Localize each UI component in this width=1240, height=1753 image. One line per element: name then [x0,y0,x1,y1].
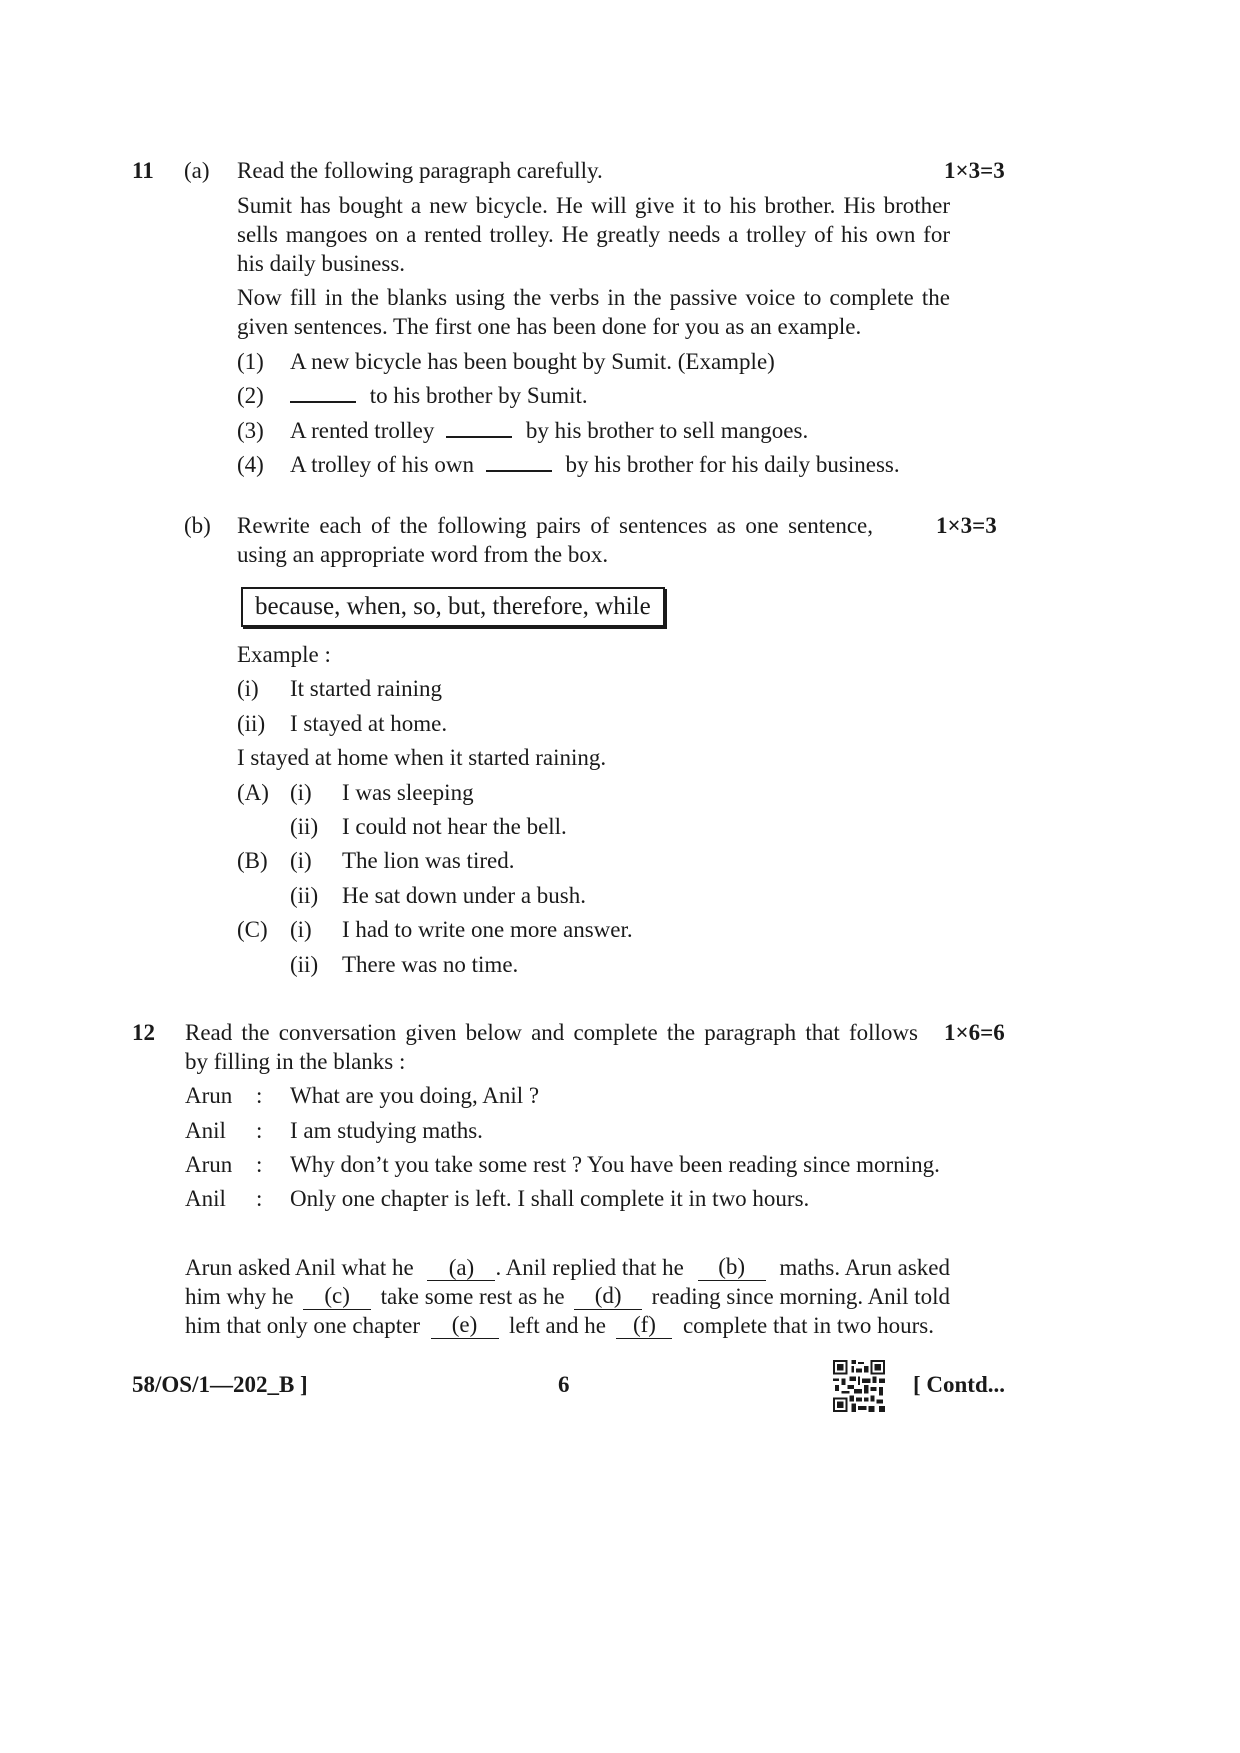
q11a-item-1-text: A new bicycle has been bought by Sumit. (Example) [290,349,775,374]
q11a-paragraph-line-3: his daily business. [237,251,406,276]
dialogue-3-colon: : [256,1152,263,1177]
q11a-marks: 1×3=3 [944,158,1005,183]
pair-B-ii-num: (ii) [290,883,319,908]
q12-text-1a: Arun asked Anil what he [185,1255,414,1280]
q11a-task-line-1: Now fill in the blanks using the verbs in the passive voice to complete the [237,285,950,310]
q12-paragraph-line-3 [185,1313,934,1339]
pair-A-ii-text: I could not hear the bell. [342,814,567,839]
dialogue-1-text: What are you doing, Anil ? [290,1083,540,1108]
answer-blank-f: (f) [616,1313,672,1339]
answer-blank-d: (d) [574,1284,642,1310]
pair-A-i-text: I was sleeping [342,780,474,805]
q11a-item-2-post: to his brother by Sumit. [369,383,588,408]
part-label-a: (a) [184,158,210,183]
continued-label: [ Contd... [913,1372,1006,1397]
pair-C-i-num: (i) [290,917,312,942]
q11a-item-2-num: (2) [237,383,264,408]
q12-instruction-line-1: Read the conversation given below and complete the paragraph that follows [185,1020,918,1045]
dialogue-3-text: Why don’t you take some rest ? You have been reading since morning. [290,1152,940,1177]
q11a-item-4-line [290,452,900,478]
dialogue-2-speaker: Anil [185,1118,226,1143]
dialogue-4-colon: : [256,1186,263,1211]
dialogue-3-speaker: Arun [185,1152,233,1177]
pair-A-label: (A) [237,780,269,805]
dialogue-2-colon: : [256,1118,263,1143]
pair-C-i-text: I had to write one more answer. [342,917,633,942]
example-label: Example : [237,642,331,667]
q11a-task-line-2: given sentences. The first one has been done for you as an example. [237,314,862,339]
fill-blank-2 [290,383,356,403]
q12-instruction-line-2: by filling in the blanks : [185,1049,406,1074]
q11a-item-3-num: (3) [237,418,264,443]
pair-B-i-num: (i) [290,848,312,873]
q11b-instruction-line-1: Rewrite each of the following pairs of sentences as one sentence, [237,513,873,538]
pair-B-ii-text: He sat down under a bush. [342,883,587,908]
pair-C-ii-text: There was no time. [342,952,519,977]
word-box: because, when, so, but, therefore, while [241,587,665,627]
q12-text-1c: maths. Arun asked [779,1255,950,1280]
q11a-item-3-line [290,418,808,444]
q11a-instruction: Read the following paragraph carefully. [237,158,603,183]
dialogue-1-colon: : [256,1083,263,1108]
q12-text-2b: take some rest as he [380,1284,565,1309]
part-label-b: (b) [184,513,211,538]
fill-blank-3 [446,418,512,438]
pair-B-label: (B) [237,848,268,873]
q11a-item-4-pre: A trolley of his own [290,452,474,477]
answer-blank-e: (e) [431,1313,499,1339]
q11a-item-4-post: by his brother for his daily business. [565,452,900,477]
dialogue-4-text: Only one chapter is left. I shall complete it in two hours. [290,1186,810,1211]
example-answer: I stayed at home when it started raining. [237,745,607,770]
q11a-item-4-num: (4) [237,452,264,477]
dialogue-2-text: I am studying maths. [290,1118,483,1143]
q12-text-3a: him that only one chapter [185,1313,421,1338]
example-item-1-num: (i) [237,676,259,701]
q11a-item-3-post: by his brother to sell mangoes. [525,418,809,443]
q11a-paragraph-line-2: sells mangoes on a rented trolley. He greatly needs a trolley of his own for [237,222,950,247]
q12-paragraph-line-1 [185,1255,950,1281]
example-item-1-text: It started raining [290,676,443,701]
pair-C-label: (C) [237,917,268,942]
fill-blank-4 [486,452,552,472]
q11a-item-1-num: (1) [237,349,264,374]
q11b-marks: 1×3=3 [936,513,997,538]
answer-blank-b: (b) [698,1255,766,1281]
qr-code-icon [833,1360,885,1412]
question-number-12: 12 [132,1020,155,1045]
q12-text-3c: complete that in two hours. [682,1313,934,1338]
dialogue-4-speaker: Anil [185,1186,226,1211]
answer-blank-a: (a) [427,1256,495,1281]
pair-A-i-num: (i) [290,780,312,805]
q11b-instruction-line-2: using an appropriate word from the box. [237,542,609,567]
example-item-2-text: I stayed at home. [290,711,448,736]
pair-A-ii-num: (ii) [290,814,319,839]
q12-paragraph-line-2 [185,1284,950,1310]
example-item-2-num: (ii) [237,711,266,736]
pair-C-ii-num: (ii) [290,952,319,977]
question-number-11: 11 [132,158,154,183]
q12-text-1b: . Anil replied that he [495,1255,684,1280]
q11a-item-2-line [290,383,588,409]
q12-text-2a: him why he [185,1284,294,1309]
answer-blank-c: (c) [303,1284,371,1310]
q12-marks: 1×6=6 [944,1020,1005,1045]
pair-B-i-text: The lion was tired. [342,848,515,873]
dialogue-1-speaker: Arun [185,1083,233,1108]
page-number: 6 [558,1372,570,1397]
q12-text-2c: reading since morning. Anil told [651,1284,950,1309]
paper-code: 58/OS/1—202_B ] [132,1372,308,1397]
q12-text-3b: left and he [508,1313,607,1338]
q11a-item-3-pre: A rented trolley [290,418,435,443]
q11a-paragraph-line-1: Sumit has bought a new bicycle. He will give it to his brother. His brother [237,193,950,218]
